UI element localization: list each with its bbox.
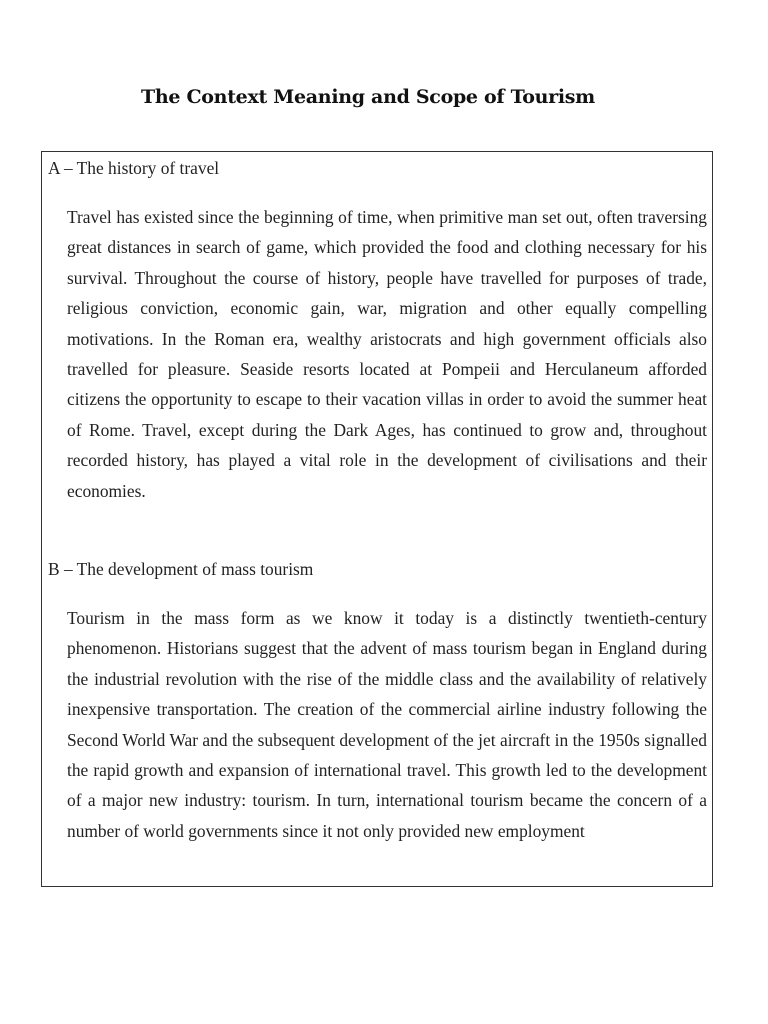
- section-heading-b: B – The development of mass tourism: [48, 559, 314, 579]
- paragraph-mass-tourism: Tourism in the mass form as we know it today is a distinctly twentieth-century phenomenon. Historians suggest that the advent of mass tourism began in England during the industrial revolution with the rise of the middle class and the availability of relatively inexpensive transportation. The creation of the commercial airline industry following the Second World War and the subsequent development of the jet aircraft in the 1950s signalled the rapid growth and expansion of international travel. This growth led to the development of a major new industry: tourism. In turn, international tourism became the concern of a number of world governments since it not only provided new employment: [67, 608, 707, 841]
- section-heading-a: A – The history of travel: [48, 158, 220, 178]
- content-box: [41, 151, 713, 887]
- paragraph-history-of-travel: Travel has existed since the beginning of time, when primitive man set out, often traversing great distances in search of game, which provided the food and clothing necessary for his survival. Throughout the course of history, people have travelled for purposes of trade, religious conviction, economic gain, war, migration and other equally compelling motivations. In the Roman era, wealthy aristocrats and high government officials also travelled for pleasure. Seaside resorts located at Pompeii and Herculaneum afforded citizens the opportunity to escape to their vacation villas in order to avoid the summer heat of Rome. Travel, except during the Dark Ages, has continued to grow and, throughout recorded history, has played a vital role in the development of civilisations and their economies.: [67, 207, 707, 501]
- page-title: The Context Meaning and Scope of Tourism: [141, 86, 595, 108]
